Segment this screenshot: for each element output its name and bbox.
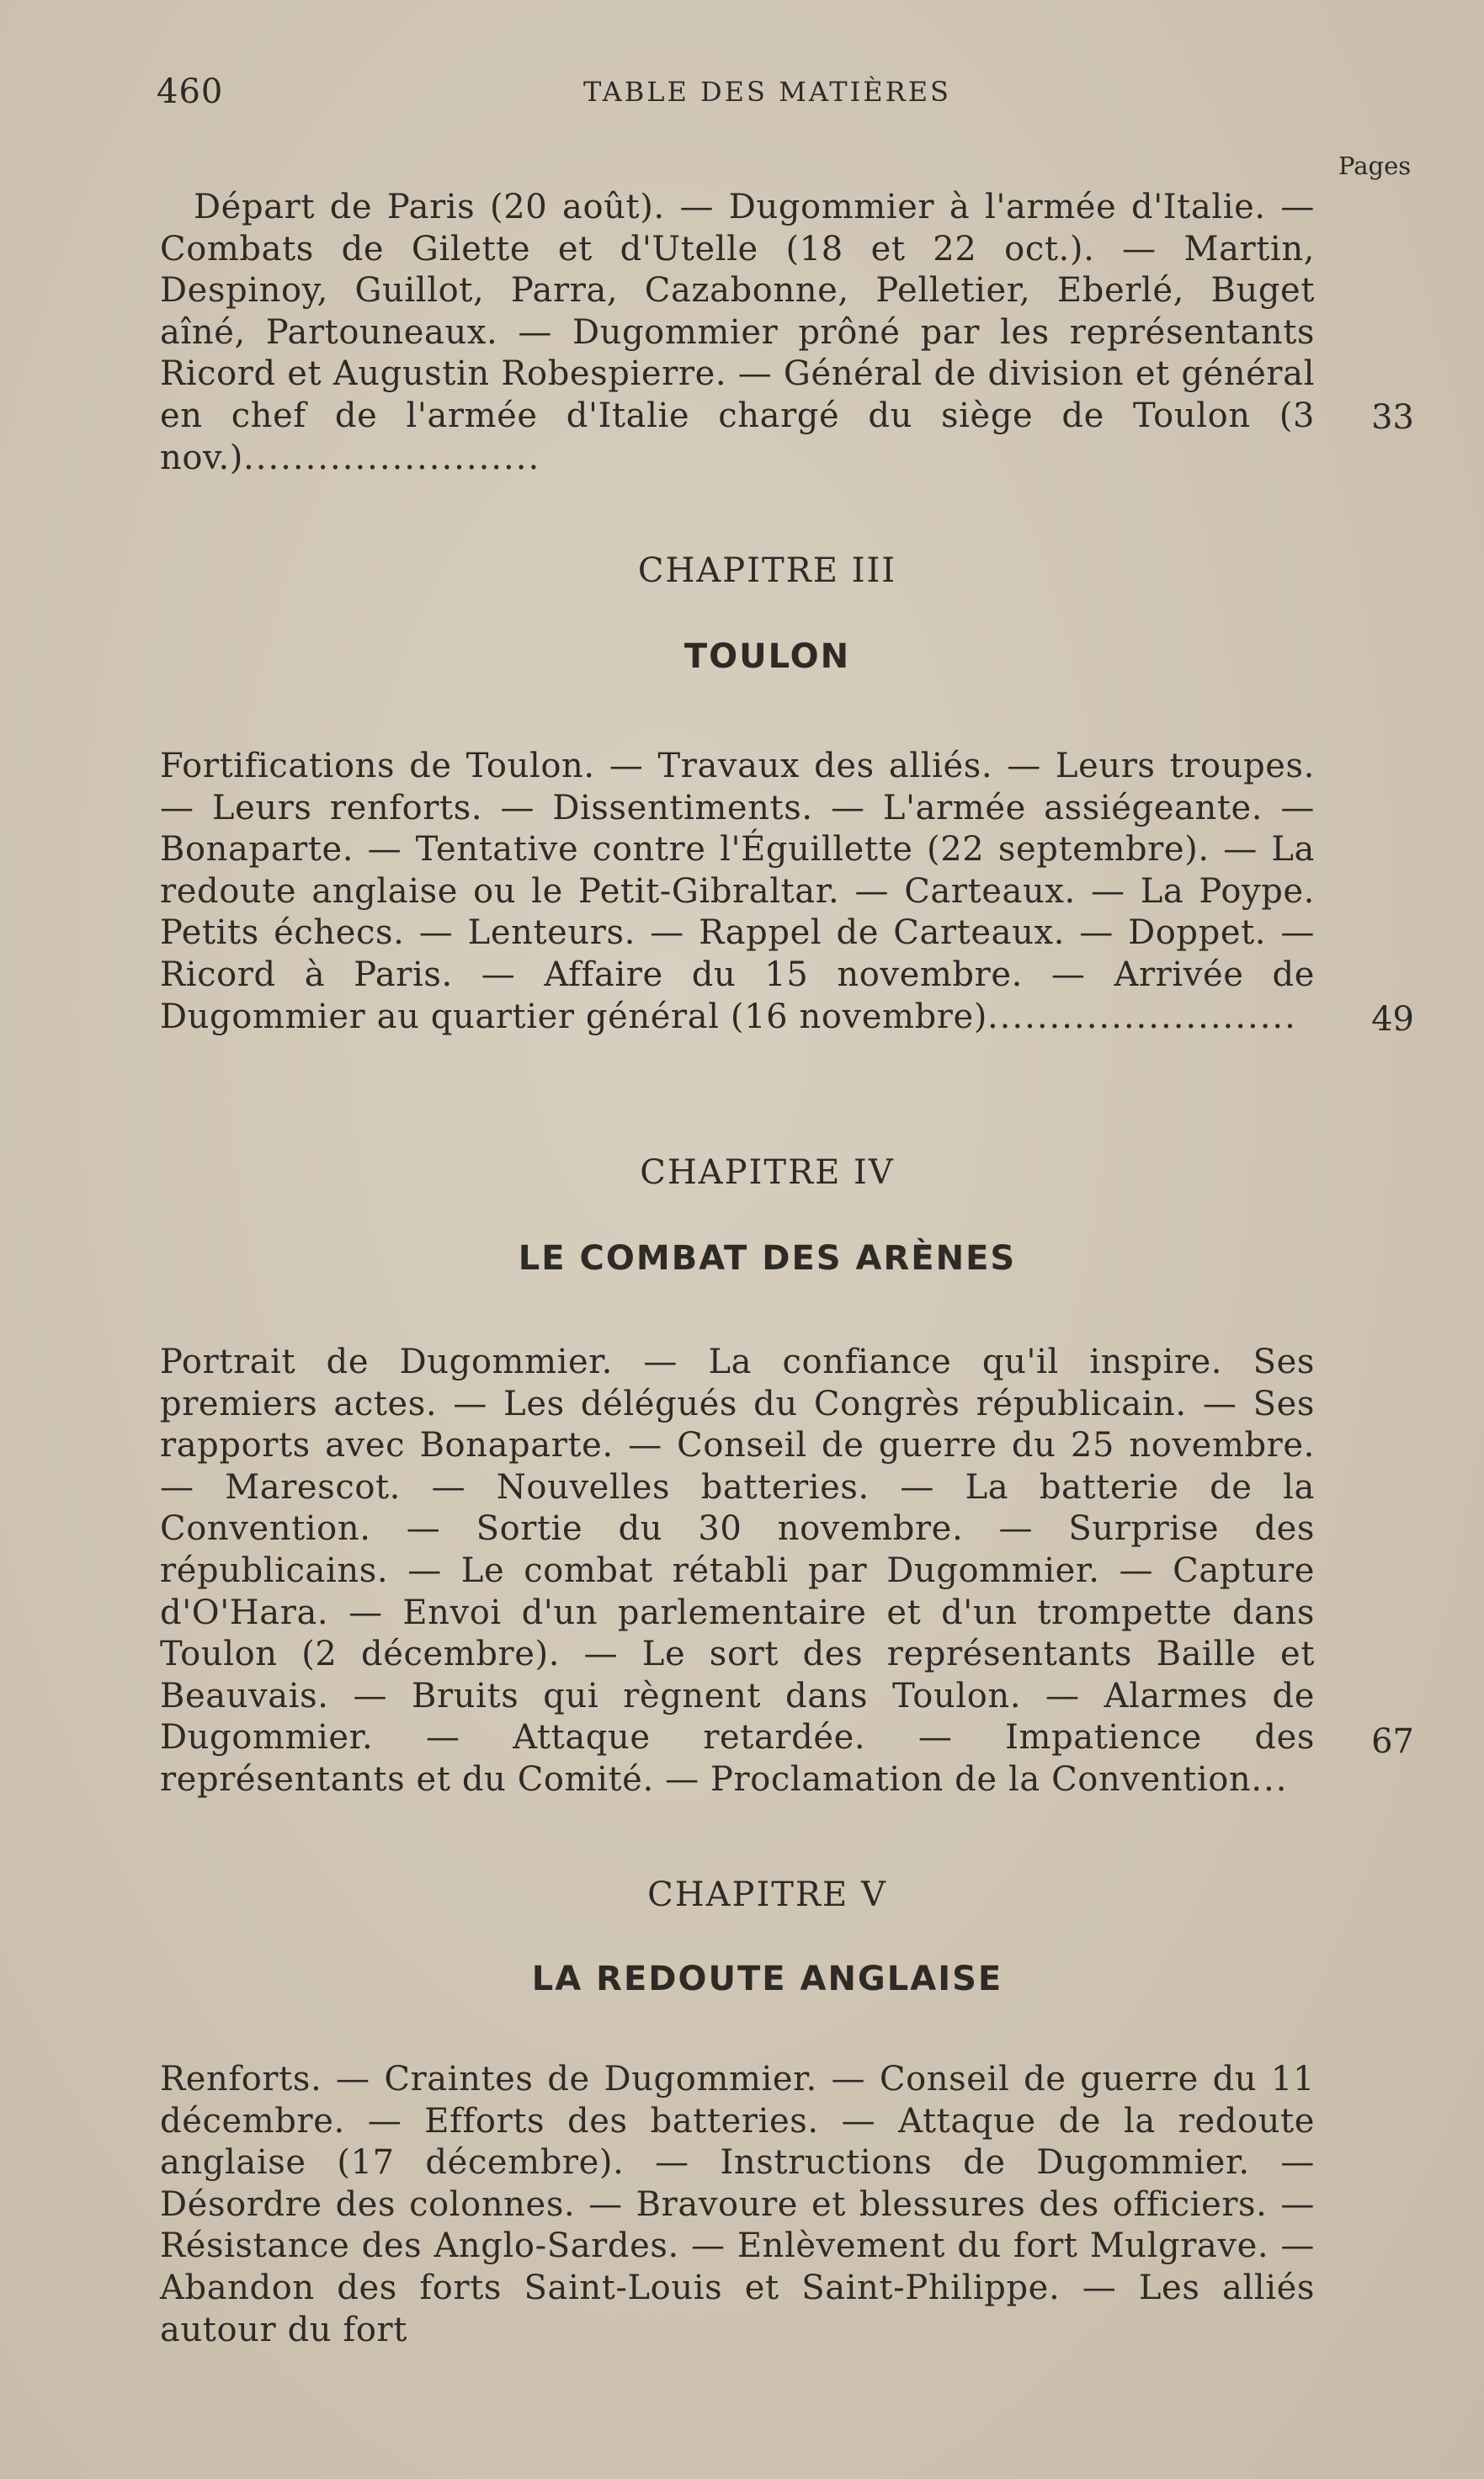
leader-dots: ......................... xyxy=(987,997,1297,1036)
toc-entry-text: Fortifications de Toulon. — Travaux des alliés. — Leurs troupes. — Leurs renforts. — Dissentiments. — L'armée assiégeante. — Bonaparte. — Tentative contre l'Éguillette (22 septembre). — La redoute anglaise ou le Petit-Gibraltar. — Carteaux. — La Poype. Petits échecs. — Lenteurs. — Rappel de Carteaux. — Doppet. — Ricord à Paris. — Affaire du 15 novembre. — Arrivée de Dugommier au quartier général (16 novembre) xyxy=(160,747,1315,1036)
toc-page-number: 49 xyxy=(1371,1000,1414,1039)
page-number: 460 xyxy=(157,72,224,111)
chapter-title: LE COMBAT DES ARÈNES xyxy=(518,1239,1017,1278)
leader-dots: ........................ xyxy=(243,438,541,477)
toc-page-number: 33 xyxy=(1371,398,1414,437)
toc-entry-text: Portrait de Dugommier. — La confiance qu'il inspire. Ses premiers actes. — Les délégués du Congrès républicain. — Ses rapports avec Bonaparte. — Conseil de guerre du 25 novembre. — Marescot. — Nouvelles batteries. — La batterie de la Convention. — Sortie du 30 novembre. — Surprise des républicains. — Le combat rétabli par Dugommier. — Capture d'O'Hara. — Envoi d'un parlementaire et d'un trompette dans Toulon (2 décembre). — Le sort des représentants Baille et Beauvais. — Bruits qui règnent dans Toulon. — Alarmes de Dugommier. — Attaque retardée. — Impatience des représentants et du Comité. — Proclamation de la Convention xyxy=(160,1343,1315,1799)
toc-entry-text: Départ de Paris (20 août). — Dugommier à l'armée d'Italie. — Combats de Gilette et d'Utelle (18 et 22 oct.). — Martin, Despinoy, Guillot, Parra, Cazabonne, Pelletier, Eberlé, Buget aîné, Partouneaux. — Dugommier prôné par les représentants Ricord et Augustin Robespierre. — Général de division et général en chef de l'armée d'Italie chargé du siège de Toulon (3 nov.) xyxy=(160,188,1315,477)
pages-column-label: Pages xyxy=(1338,152,1412,180)
toc-page-number: 67 xyxy=(1371,1722,1414,1761)
chapter-title: TOULON xyxy=(683,637,851,676)
leader-dots: ... xyxy=(1251,1759,1289,1799)
toc-entry-text: Renforts. — Craintes de Dugommier. — Conseil de guerre du 11 décembre. — Efforts des batteries. — Attaque de la redoute anglaise (17 décembre). — Instructions de Dugommier. — Désordre des colonnes. — Bravoure et blessures des officiers. — Résistance des Anglo-Sardes. — Enlèvement du fort Mulgrave. — Abandon des forts Saint-Louis et Saint-Philippe. — Les alliés autour du fort xyxy=(160,2060,1315,2349)
chapter-heading: CHAPITRE IV xyxy=(640,1153,895,1192)
toc-entry-summary xyxy=(160,2059,1315,2351)
chapter-heading: CHAPITRE V xyxy=(647,1875,887,1914)
chapter-heading: CHAPITRE III xyxy=(637,551,897,590)
chapter-title: LA REDOUTE ANGLAISE xyxy=(531,1960,1003,1998)
toc-entry-summary xyxy=(160,187,1315,479)
toc-entry-summary xyxy=(160,1342,1315,1801)
toc-entry-summary xyxy=(160,746,1315,1038)
running-head: TABLE DES MATIÈRES xyxy=(583,76,951,108)
